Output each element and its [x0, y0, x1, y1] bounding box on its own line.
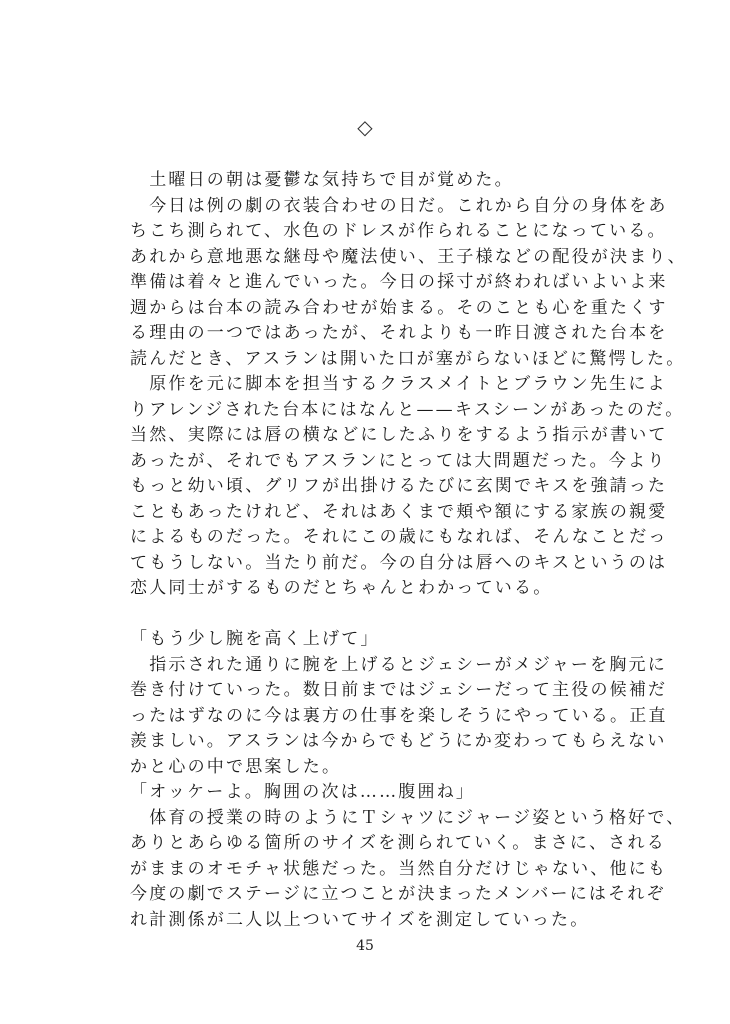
text-line: 恋人同士がするものだとちゃんとわかっている。 [130, 578, 553, 598]
text-line: 「もう少し腕を高く上げて」 [130, 629, 380, 649]
text-line: 指示された通りに腕を上げるとジェシーがメジャーを胸元に [130, 654, 667, 675]
text-line: 羨ましい。アスランは今からでもどうにか変わってもらえない [130, 731, 667, 751]
text-line: もっと幼い頃、グリフが出掛けるたびに玄関でキスを強請った [130, 476, 668, 496]
text-line: ありとあらゆる箇所のサイズを測られていく。まさに、される [130, 833, 666, 853]
text-line: 体育の授業の時のようにＴシャツにジャージ姿という格好で、 [130, 807, 686, 828]
text-line: 週からは台本の読み合わせが始まる。そのことも心を重たくす [130, 297, 668, 318]
text-line: りアレンジされた台本にはなんと——キスシーンがあったのだ。 [130, 399, 685, 420]
diamond-ornament-icon: ◇ [357, 115, 373, 139]
text-line: 巻き付けていった。数日前まではジェシーだって主役の候補だ [130, 680, 668, 700]
text-line: 準備は着々と進んでいった。今日の採寸が終わればいよいよ来 [130, 272, 668, 292]
body-text [130, 168, 687, 933]
text-line: てもうしない。当たり前だ。今の自分は唇へのキスというのは [130, 552, 668, 573]
text-line: あれから意地悪な継母や魔法使い、王子様などの配役が決まり、 [130, 246, 687, 267]
blank-line [130, 602, 650, 628]
text-line: がままのオモチャ状態だった。当然自分だけじゃない、他にも [130, 858, 668, 879]
text-line: 今日は例の劇の衣装合わせの日だ。これから自分の身体をあ [130, 195, 668, 216]
text-line: 土曜日の朝は憂鬱な気持ちで目が覚めた。 [130, 170, 514, 190]
text-line: 今度の劇でステージに立つことが決まったメンバーにはそれぞ [130, 884, 666, 904]
text-line: 読んだとき、アスランは開いた口が塞がらないほどに驚愕した。 [130, 348, 686, 369]
text-line: る理由の一つではあったが、それよりも一昨日渡された台本を [130, 323, 668, 343]
text-line: こともあったけれど、それはあくまで頬や額にする家族の親愛 [130, 501, 668, 522]
text-line: によるものだった。それにこの歳にもなれば、そんなことだっ [130, 527, 668, 547]
text-line: 当然、実際には唇の横などにしたふりをするよう指示が書いて [130, 425, 668, 445]
page-number: 45 [356, 938, 374, 954]
text-line: れ計測係が二人以上ついてサイズを測定していった。 [130, 909, 590, 930]
text-line: あったが、それでもアスランにとっては大問題だった。今より [130, 450, 667, 471]
text-line: ちこち測られて、水色のドレスが作られることになっている。 [130, 221, 667, 241]
text-line: 「オッケーよ。胸囲の次は……腹囲ね」 [130, 782, 476, 802]
text-line: ったはずなのに今は裏方の仕事を楽しそうにやっている。正直 [130, 705, 668, 726]
text-line: 原作を元に脚本を担当するクラスメイトとブラウン先生によ [130, 374, 667, 394]
text-line: かと心の中で思案した。 [130, 756, 342, 777]
